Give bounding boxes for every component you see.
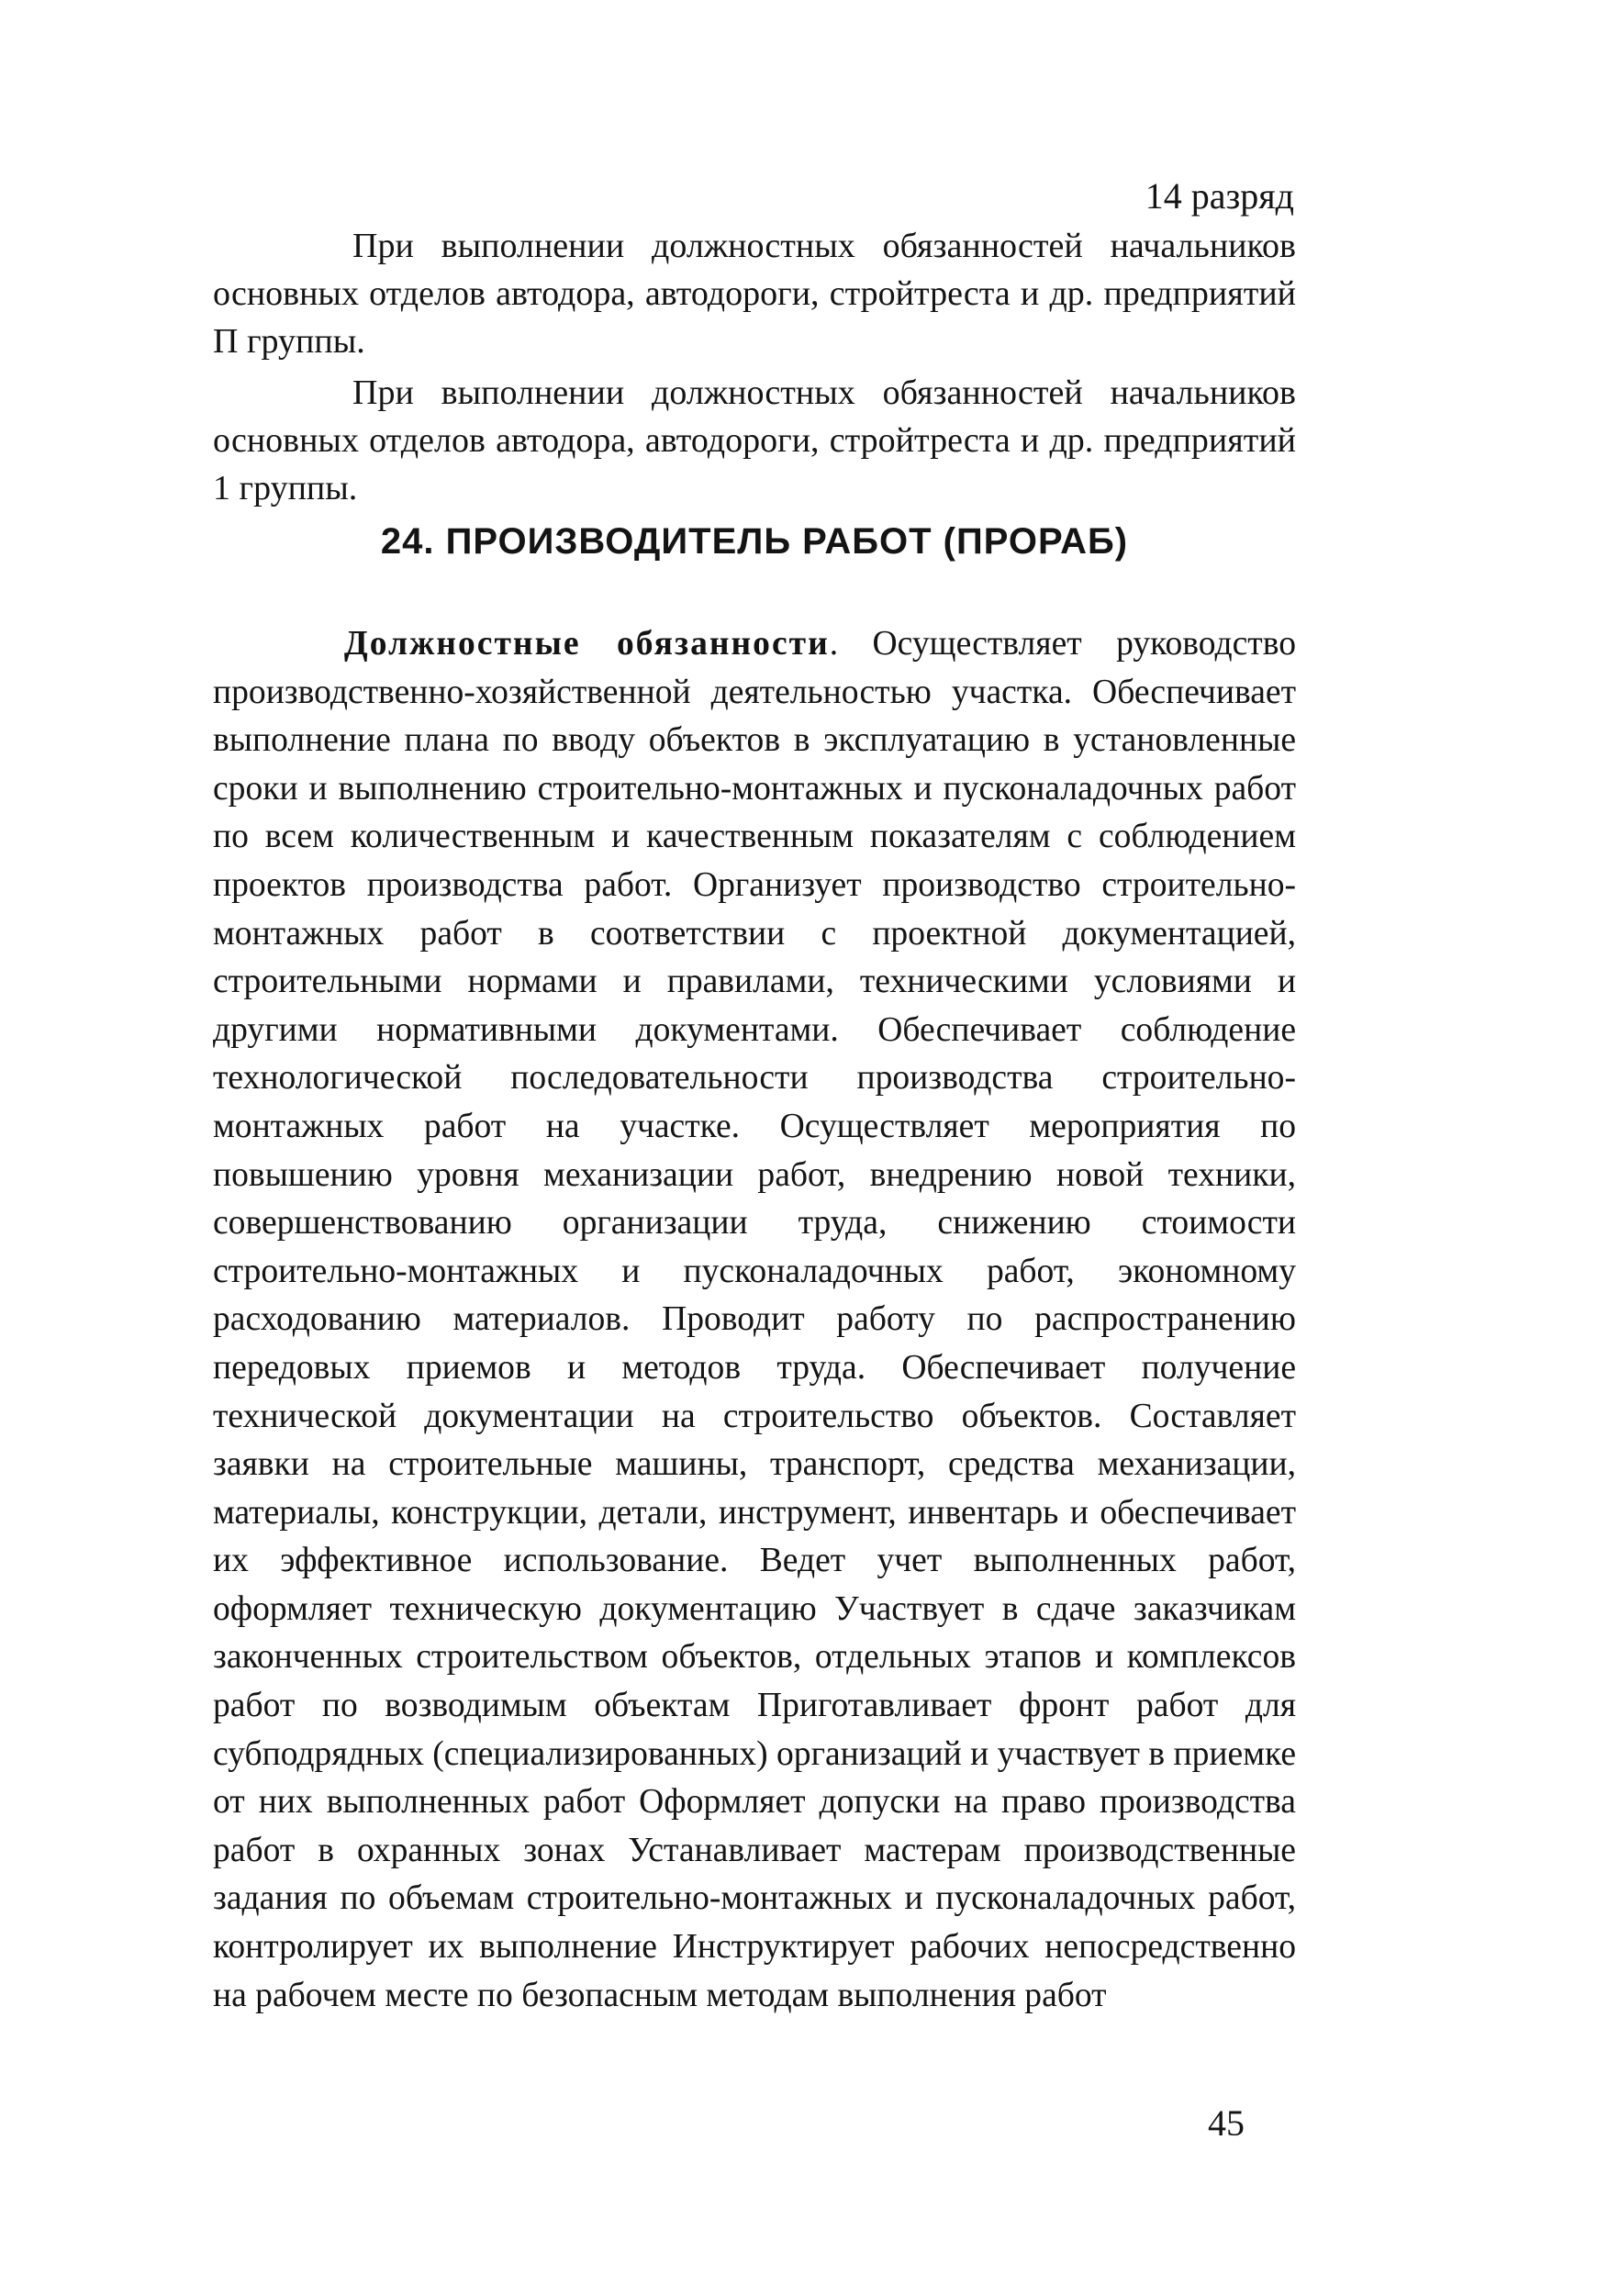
section-title: 24. ПРОИЗВОДИТЕЛЬ РАБОТ (ПРОРАБ) [380, 521, 1129, 562]
section-lead: Должностные обязанности [343, 625, 830, 663]
section-body-text: . Осуществляет руководство производственно-хозяйственной деятельностью участка. Обеспечивает выполнение плана по вводу объектов в эксплуатацию в установленные сроки и выполнению строительно-монтажных и пусконаладочных работ по всем количественным и качественным показателям с соблюдением проектов производства работ. Организует производство строительно-монтажных работ в соответствии с проектной документацией, строительными нормами и правилами, техническими условиями и другими нормативными документами. Обеспечивает соблюдение технологической последовательности производства строительно-монтажных работ на участке. Осуществляет мероприятия по повышению уровня механизации работ, внедрению новой техники, совершенствованию организации труда, снижению стоимости строительно-монтажных и пусконаладочных работ, экономному расходованию материалов. Проводит работу по распространению передовых приемов и методов труда. Обеспечивает получение технической документации на строительство объектов. Составляет заявки на строительные машины, транспорт, средства механизации, материалы, конструкции, детали, инструмент, инвентарь и обеспечивает их эффективное использование. Ведет учет выполненных работ, оформляет техническую документацию Участвует в сдаче заказчикам законченных строительством объектов, отдельных этапов и комплексов работ по возводимым объектам Приготавливает фронт работ для субподрядных (специализированных) организаций и участвует в приемке от них выполненных работ Оформляет допуски на право производства работ в охранных зонах Устанавливает мастерам производственные задания по объемам строительно-монтажных и пусконаладочных работ, контролирует их выполнение Инструктирует рабочих непосредственно на рабочем месте по безопасным методам выполнения работ [213, 625, 1296, 2014]
grade-label: 14 разряд [1145, 175, 1294, 217]
section-body [213, 620, 1296, 2020]
paragraph-group-2: При выполнении должностных обязанностей начальников основных отделов автодора, автодороги, стройтреста и др. предприятий П группы. [213, 227, 1296, 361]
page-number: 45 [1208, 2102, 1245, 2144]
paragraph-group-1: При выполнении должностных обязанностей начальников основных отделов автодора, автодороги, стройтреста и др. предприятий 1 группы. [213, 373, 1296, 507]
